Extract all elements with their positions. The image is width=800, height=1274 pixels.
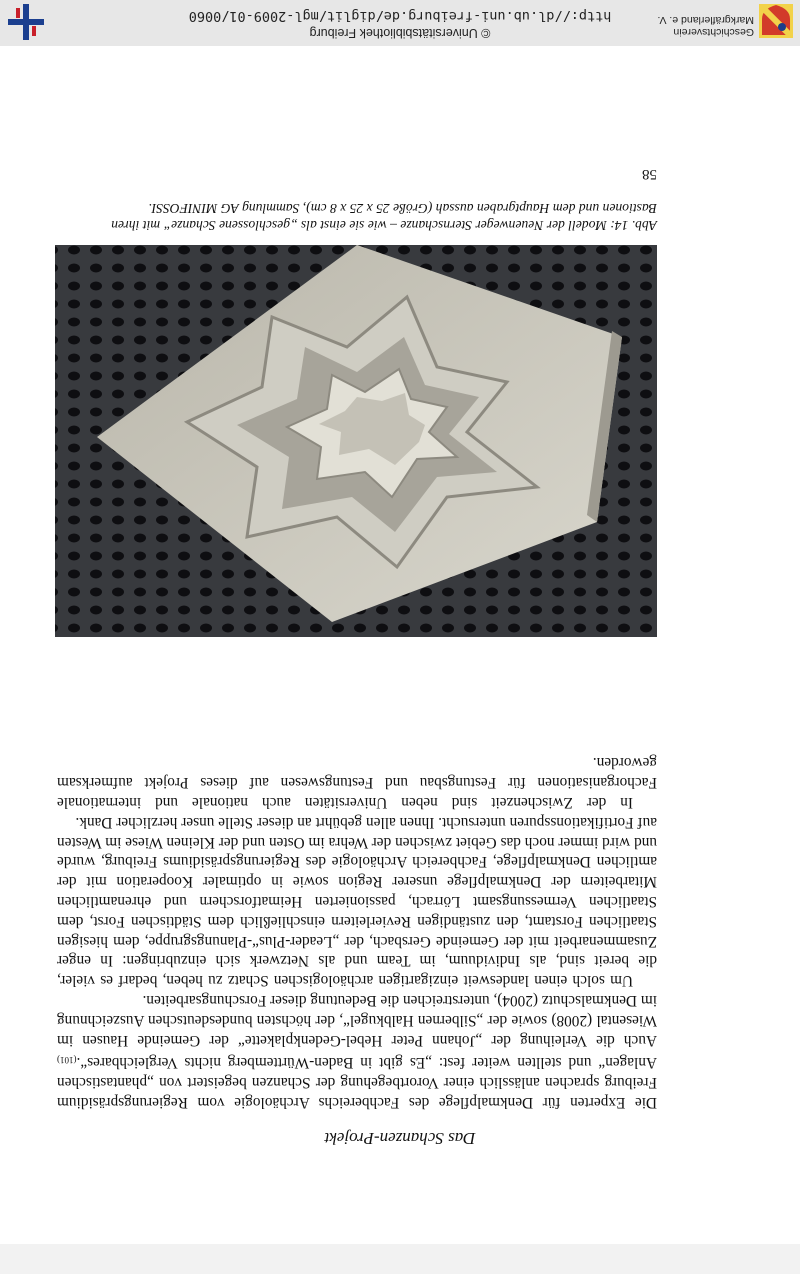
digitization-footer xyxy=(0,1244,800,1274)
historical-society-name xyxy=(658,14,755,38)
star-fort-model-photo xyxy=(55,245,657,637)
paragraph-1-text: Die Experten für Denkmalpflege des Fachbereichs Archäologie vom Regierungspräsidium Freiburg sprachen anlässlich einer Vorortbegehung der Schanzen begeistert von „phantastischen Anlagen“ und stellten weiter fest: „Es gibt in Baden-Württemberg nichts Vergleichbares“. xyxy=(57,1054,657,1111)
library-name: © Universitätsbibliothek Freiburg xyxy=(309,26,491,40)
footnote-reference: (101) xyxy=(57,1055,77,1066)
paragraph-3: In der Zwischenzeit sind neben Universitäten auch nationale und internationale Fachorganisationen für Festungsbau und Festungswesen auf dieses Projekt aufmerksam geworden. xyxy=(57,754,657,812)
society-line-1: Geschichtsverein xyxy=(673,26,754,38)
coat-of-arms-icon xyxy=(758,3,794,39)
paragraph-2: Um solch einen landesweit einzigartigen archäologischen Schatz zu heben, bedarf es vieler, die bereit sind, als Individuum, im Team und als Netzwerk sich einzubringen: In enger Zusammenarbeit mit der Gemeinde Gersbach, der „Leader-Plus“-Planungsgruppe, dem hiesigen Staatlichen Forstamt, den zuständigen Revierleitern einschließlich dem Städtischen Forst, dem Staatlichen Vermessungsamt Lörrach, passionierten Heimatforschern und ehrenamtlichen Mitarbeitern der Denkmalpflege unserer Region sowie in optimaler Kooperation mit der amtlichen Denkmalpflege, Fachbereich Archäologie des Regierungspräsidiums Freiburg, wurde und wird immer noch das Gebiet zwischen der Wehra im Osten und der Kleinen Wiese im Westen auf Fortifikationsspuren untersucht. Ihnen allen gebührt an dieser Stelle unser herzlicher Dank. xyxy=(57,813,657,990)
library-stamp xyxy=(160,7,640,41)
paragraph-1 xyxy=(57,990,657,1112)
document-url[interactable]: http://dl.ub.uni-freiburg.de/diglit/mgl-2009-01/0060 xyxy=(188,8,612,24)
ub-freiburg-logo-icon xyxy=(6,2,46,42)
body-text xyxy=(57,753,657,1112)
paragraph-1-tail: Auch die Verleihung der „Johann Peter Hebel-Gedenkplakette“ der Gemeinde Hausen im Wiesental (2008) sowie der „Silbernen Halbkugel“, der höchsten bundesdeutschen Auszeichnung im Denkmalschutz (2004), unterstreichen die Bedeutung dieser Forschungsarbeiten. xyxy=(57,992,657,1049)
running-title: Das Schanzen-Projekt xyxy=(324,1129,476,1148)
page-number: 58 xyxy=(642,166,657,182)
society-line-2: Markgräflerland e. V. xyxy=(657,14,754,26)
figure-caption: Abb. 14: Modell der Neuenweger Sternschanze – wie sie einst als „geschlossene Schanze“ mit ihren Bastionen und dem Hauptgraben aussah (Größe 25 x 25 x 8 cm), Sammlung AG MINIFOSSI. xyxy=(111,201,657,233)
